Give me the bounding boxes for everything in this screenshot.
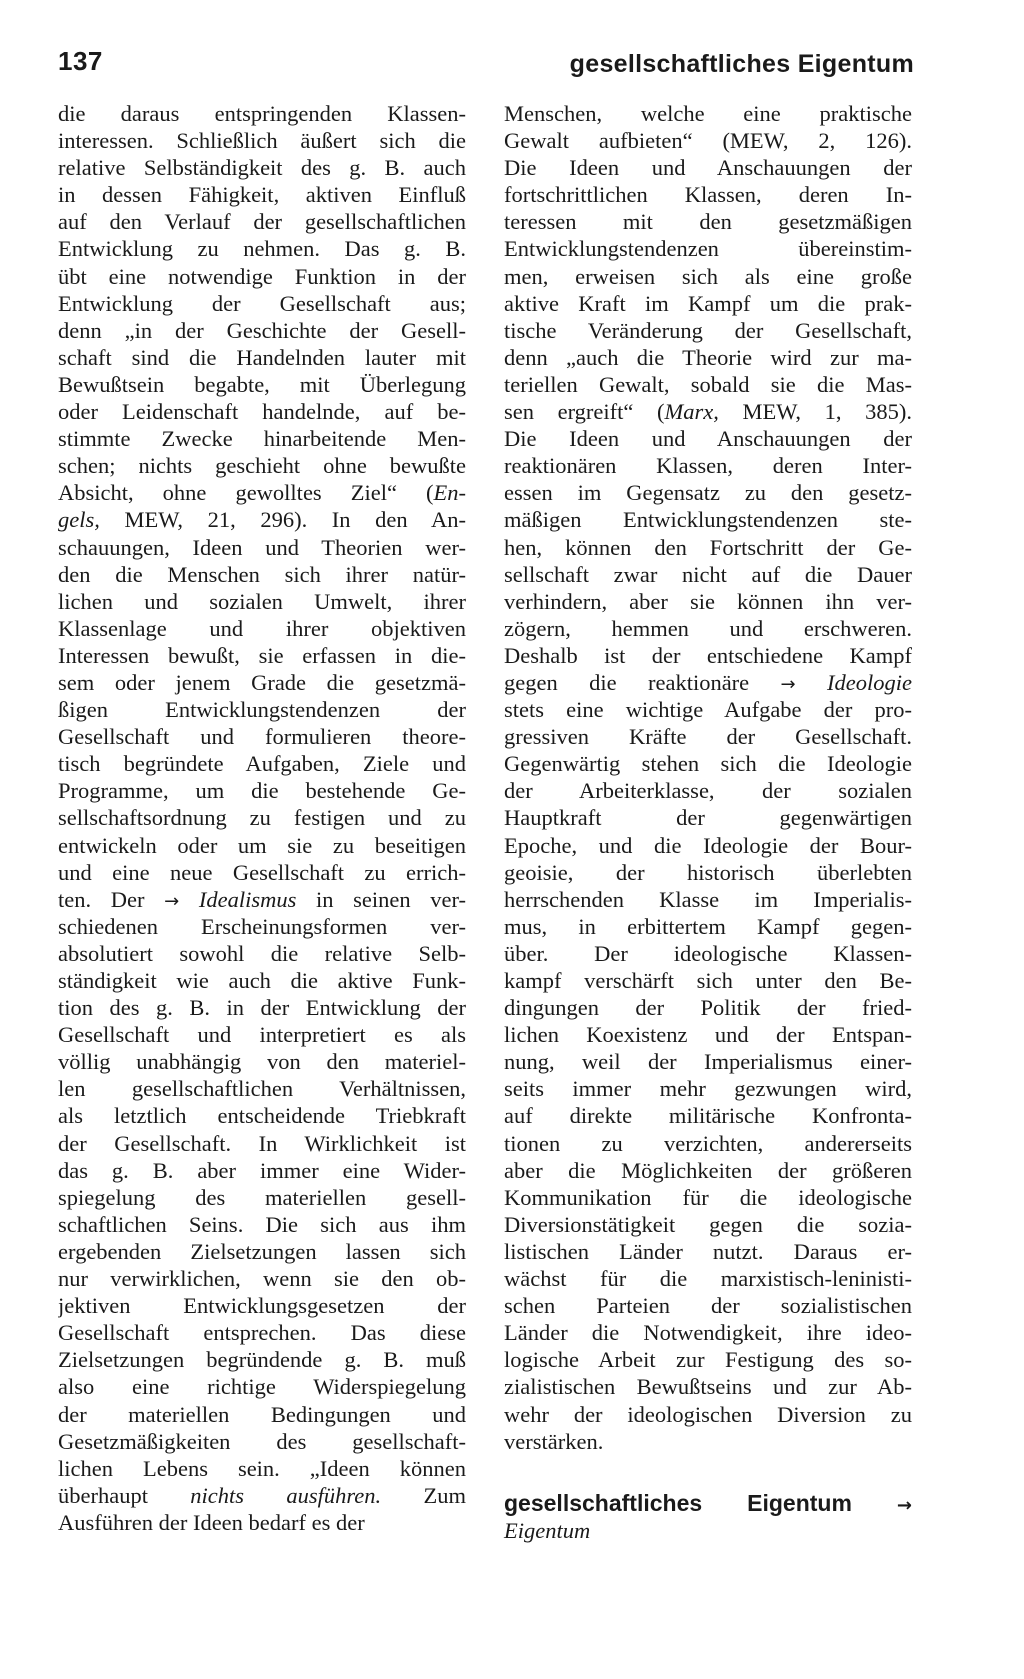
text-segment: Diversionstätigkeit gegen die sozia- bbox=[504, 1211, 912, 1237]
italic-text: nichts ausführen. bbox=[190, 1482, 382, 1508]
text-line bbox=[504, 832, 912, 859]
text-segment: den die Menschen sich ihrer natür- bbox=[58, 561, 466, 587]
text-line bbox=[58, 994, 466, 1021]
text-segment: geoisie, der historisch überlebten bbox=[504, 859, 912, 885]
text-line bbox=[58, 723, 466, 750]
text-segment: interessen. Schließlich äußert sich die bbox=[58, 128, 466, 154]
italic-text: Idealismus bbox=[198, 886, 297, 912]
text-line bbox=[58, 832, 466, 859]
text-line bbox=[58, 1373, 466, 1400]
text-segment: Entwicklungstendenzen übereinstim- bbox=[504, 236, 912, 262]
text-segment: auf direkte militärische Konfronta- bbox=[504, 1103, 912, 1129]
text-line bbox=[58, 913, 466, 940]
text-line bbox=[504, 1238, 912, 1265]
text-segment: tion des g. B. in der Entwicklung der bbox=[58, 995, 466, 1021]
text-segment: lichen Lebens sein. „Ideen können bbox=[58, 1455, 466, 1481]
text-segment: Klassenlage und ihrer objektiven bbox=[58, 615, 466, 641]
text-line bbox=[504, 1157, 912, 1184]
text-line bbox=[58, 696, 466, 723]
text-line bbox=[58, 1319, 466, 1346]
text-line bbox=[58, 1346, 466, 1373]
text-line bbox=[504, 1021, 912, 1048]
text-segment: Entwicklung zu nehmen. Das g. B. bbox=[58, 236, 466, 262]
text-line bbox=[504, 181, 912, 208]
entry-cross-reference[interactable]: Eigentum bbox=[504, 1518, 591, 1543]
text-segment: tische Veränderung der Gesellschaft, bbox=[504, 317, 912, 343]
left-column bbox=[58, 100, 466, 1536]
text-segment: logische Arbeit zur Festigung des so- bbox=[504, 1347, 912, 1373]
italic-text: En- bbox=[433, 480, 466, 506]
text-segment: überhaupt bbox=[58, 1482, 191, 1508]
text-line bbox=[504, 1428, 912, 1455]
text-line bbox=[58, 154, 466, 181]
text-line bbox=[58, 1482, 466, 1509]
text-segment: Länder die Notwendigkeit, ihre ideo- bbox=[504, 1320, 912, 1346]
text-line bbox=[504, 669, 912, 696]
text-line bbox=[504, 696, 912, 723]
text-line bbox=[504, 263, 912, 290]
text-line bbox=[58, 479, 466, 506]
text-segment: listischen Länder nutzt. Daraus er- bbox=[504, 1238, 912, 1264]
text-segment: schaft sind die Handelnden lauter mit bbox=[58, 344, 466, 370]
text-line bbox=[504, 750, 912, 777]
text-segment: mus, in erbittertem Kampf gegen- bbox=[504, 913, 912, 939]
text-segment: denn „auch die Theorie wird zur ma- bbox=[504, 344, 912, 370]
text-segment: Die Ideen und Anschauungen der bbox=[504, 426, 912, 452]
text-line bbox=[58, 561, 466, 588]
text-segment: ständigkeit wie auch die aktive Funk- bbox=[58, 968, 466, 993]
text-line bbox=[58, 452, 466, 479]
text-line bbox=[58, 1238, 466, 1265]
text-segment: der Arbeiterklasse, der sozialen bbox=[504, 778, 912, 804]
text-line bbox=[504, 994, 912, 1021]
text-segment: in seinen ver- bbox=[296, 886, 466, 912]
text-segment: nung, weil der Imperialismus einer- bbox=[504, 1049, 912, 1075]
text-segment: kampf verschärft sich unter den Be- bbox=[504, 968, 912, 993]
text-line bbox=[58, 615, 466, 642]
text-line bbox=[504, 425, 912, 452]
page-header bbox=[58, 46, 914, 86]
text-segment: Programme, um die bestehende Ge- bbox=[58, 778, 466, 804]
text-segment: spiegelung des materiellen gesell- bbox=[58, 1184, 466, 1210]
text-segment: herrschenden Klasse im Imperialis- bbox=[504, 886, 912, 912]
text-segment: in dessen Fähigkeit, aktiven Einfluß bbox=[58, 182, 466, 208]
italic-text: Ideologie bbox=[827, 669, 912, 695]
text-segment: verhindern, aber sie können ihn ver- bbox=[504, 588, 912, 614]
text-segment: Gesetzmäßigkeiten des gesellschaft- bbox=[58, 1428, 466, 1454]
text-segment: Gesellschaft und interpretiert es als bbox=[58, 1022, 466, 1048]
text-segment: Absicht, ohne gewolltes Ziel“ ( bbox=[58, 480, 434, 506]
text-segment: sem oder jenem Grade die gesetzmä- bbox=[58, 669, 466, 695]
text-line bbox=[58, 506, 466, 533]
text-segment: und eine neue Gesellschaft zu errich- bbox=[58, 859, 466, 885]
text-segment: entwickeln oder um sie zu beseitigen bbox=[58, 832, 466, 858]
text-line bbox=[504, 371, 912, 398]
text-segment: nur verwirklichen, wenn sie den ob- bbox=[58, 1266, 466, 1292]
text-line bbox=[504, 317, 912, 344]
text-segment: denn „in der Geschichte der Gesell- bbox=[58, 317, 466, 343]
text-line bbox=[504, 506, 912, 533]
text-segment: als letztlich entscheidende Triebkraft bbox=[58, 1103, 466, 1129]
text-line bbox=[58, 669, 466, 696]
text-segment: der materiellen Bedingungen und bbox=[58, 1401, 466, 1427]
text-line bbox=[504, 1075, 912, 1102]
text-line bbox=[58, 263, 466, 290]
entry-headword-part-1: gesellschaftliches bbox=[504, 1490, 703, 1516]
text-line bbox=[504, 615, 912, 642]
text-line bbox=[504, 290, 912, 317]
text-line bbox=[58, 1401, 466, 1428]
text-line bbox=[58, 777, 466, 804]
text-line bbox=[504, 1373, 912, 1400]
text-line bbox=[504, 913, 912, 940]
text-segment: len gesellschaftlichen Verhältnissen, bbox=[58, 1076, 466, 1102]
text-line bbox=[504, 1184, 912, 1211]
text-segment: MEW, 1, 385). bbox=[718, 399, 912, 425]
text-line bbox=[58, 1428, 466, 1455]
text-segment: der Gesellschaft. In Wirklichkeit ist bbox=[58, 1130, 466, 1156]
text-line bbox=[504, 452, 912, 479]
text-segment: die daraus entspringenden Klassen- bbox=[58, 101, 466, 126]
text-segment: seits immer mehr gezwungen wird, bbox=[504, 1076, 912, 1102]
text-segment: gressiven Kräfte der Gesellschaft. bbox=[504, 724, 912, 750]
text-segment: Gesellschaft entsprechen. Das diese bbox=[58, 1320, 466, 1346]
text-line bbox=[58, 398, 466, 425]
text-segment: wehr der ideologischen Diversion zu bbox=[504, 1401, 912, 1427]
text-segment: Zum bbox=[381, 1482, 466, 1508]
text-line bbox=[58, 1021, 466, 1048]
text-segment: lichen Koexistenz und der Entspan- bbox=[504, 1022, 912, 1048]
text-segment: sellschaftsordnung zu festigen und zu bbox=[58, 805, 466, 831]
text-segment: verstärken. bbox=[504, 1428, 604, 1454]
text-segment: sen ergreift“ ( bbox=[504, 399, 665, 425]
text-segment: also eine richtige Widerspiegelung bbox=[58, 1374, 466, 1400]
text-line bbox=[504, 723, 912, 750]
text-segment: das g. B. aber immer eine Wider- bbox=[58, 1157, 466, 1183]
text-line bbox=[504, 561, 912, 588]
text-segment: zialistischen Bewußtseins und zur Ab- bbox=[504, 1374, 912, 1400]
text-segment: Bewußtsein begabte, mit Überlegung bbox=[58, 371, 466, 397]
text-line bbox=[504, 479, 912, 506]
text-segment: stimmte Zwecke hinarbeitende Men- bbox=[58, 426, 466, 452]
text-segment: gegen die reaktionäre bbox=[504, 669, 781, 695]
text-line bbox=[58, 1455, 466, 1482]
running-head: gesellschaftliches Eigentum bbox=[569, 50, 914, 78]
text-segment: absolutiert sowohl die relative Selb- bbox=[58, 940, 466, 966]
arrow-right-icon: → bbox=[164, 890, 180, 912]
text-line bbox=[58, 1509, 466, 1536]
text-line bbox=[58, 1265, 466, 1292]
text-line bbox=[504, 398, 912, 425]
text-segment: MEW, 21, 296). In den An- bbox=[99, 507, 466, 533]
text-line bbox=[504, 534, 912, 561]
text-segment bbox=[179, 887, 199, 912]
text-line bbox=[504, 642, 912, 669]
text-segment: tionen zu verzichten, andererseits bbox=[504, 1130, 912, 1156]
text-segment: Entwicklung der Gesellschaft aus; bbox=[58, 290, 466, 316]
text-line bbox=[58, 967, 466, 994]
text-segment: lichen und sozialen Umwelt, ihrer bbox=[58, 588, 466, 614]
text-segment: jektiven Entwicklungsgesetzen der bbox=[58, 1293, 466, 1319]
text-segment: Menschen, welche eine praktische bbox=[504, 101, 912, 126]
text-segment: reaktionären Klassen, deren Inter- bbox=[504, 453, 912, 479]
text-line bbox=[504, 1319, 912, 1346]
text-segment: teressen mit den gesetzmäßigen bbox=[504, 209, 912, 235]
text-line bbox=[504, 100, 912, 127]
text-segment: schiedenen Erscheinungsformen ver- bbox=[58, 913, 466, 939]
text-line bbox=[58, 642, 466, 669]
text-line bbox=[58, 886, 466, 913]
text-segment: dingungen der Politik der fried- bbox=[504, 995, 912, 1021]
text-line bbox=[58, 100, 466, 127]
text-segment: oder Leidenschaft handelnde, auf be- bbox=[58, 399, 466, 425]
text-segment: teriellen Gewalt, sobald sie die Mas- bbox=[504, 371, 912, 397]
text-segment: über. Der ideologische Klassen- bbox=[504, 940, 912, 966]
text-line bbox=[504, 235, 912, 262]
arrow-right-icon: → bbox=[896, 1495, 912, 1516]
text-segment: Hauptkraft der gegenwärtigen bbox=[504, 805, 912, 831]
text-segment: ten. Der bbox=[58, 886, 165, 912]
text-segment: schauungen, Ideen und Theorien wer- bbox=[58, 534, 466, 560]
text-segment: tisch begründete Aufgaben, Ziele und bbox=[58, 751, 466, 777]
text-segment: wächst für die marxistisch-leninisti- bbox=[504, 1266, 912, 1292]
text-line bbox=[58, 804, 466, 831]
text-line bbox=[58, 208, 466, 235]
text-line bbox=[58, 127, 466, 154]
text-line bbox=[504, 344, 912, 371]
text-line bbox=[58, 1130, 466, 1157]
text-line bbox=[504, 967, 912, 994]
text-segment: Gewalt aufbieten“ (MEW, 2, 126). bbox=[504, 128, 912, 154]
text-line bbox=[58, 534, 466, 561]
text-segment: ergebenden Zielsetzungen lassen sich bbox=[58, 1238, 466, 1264]
text-line bbox=[504, 154, 912, 181]
text-segment: mäßigen Entwicklungstendenzen ste- bbox=[504, 507, 912, 533]
text-segment: aber die Möglichkeiten der größeren bbox=[504, 1157, 912, 1183]
text-segment: relative Selbständigkeit des g. B. auch bbox=[58, 155, 466, 181]
text-segment: Die Ideen und Anschauungen der bbox=[504, 155, 912, 181]
text-line bbox=[58, 317, 466, 344]
text-segment: stets eine wichtige Aufgabe der pro- bbox=[504, 697, 912, 723]
text-segment: zögern, hemmen und erschweren. bbox=[504, 615, 912, 641]
text-line bbox=[504, 1211, 912, 1238]
italic-text: Marx, bbox=[664, 399, 719, 425]
text-segment: Gegenwärtig stehen sich die Ideologie bbox=[504, 751, 912, 777]
text-line bbox=[504, 1102, 912, 1129]
text-line bbox=[504, 1048, 912, 1075]
text-segment: sellschaft zwar nicht auf die Dauer bbox=[504, 561, 912, 587]
text-line bbox=[504, 940, 912, 967]
text-segment: übt eine notwendige Funktion in der bbox=[58, 263, 466, 289]
text-segment: völlig unabhängig von den materiel- bbox=[58, 1049, 466, 1075]
text-line bbox=[504, 886, 912, 913]
text-segment: men, erweisen sich als eine große bbox=[504, 263, 912, 289]
text-line bbox=[58, 290, 466, 317]
text-segment: Epoche, und die Ideologie der Bour- bbox=[504, 832, 912, 858]
text-line bbox=[504, 859, 912, 886]
text-line bbox=[58, 1048, 466, 1075]
italic-text: gels, bbox=[58, 507, 100, 533]
text-segment: Kommunikation für die ideologische bbox=[504, 1184, 912, 1210]
entry-headword-part-2: Eigentum bbox=[747, 1490, 852, 1516]
text-line bbox=[58, 1102, 466, 1129]
text-line bbox=[58, 1292, 466, 1319]
text-line bbox=[58, 750, 466, 777]
text-segment: schen; nichts geschieht ohne bewußte bbox=[58, 453, 466, 479]
text-line bbox=[504, 1292, 912, 1319]
text-line bbox=[504, 208, 912, 235]
text-segment: Zielsetzungen begründende g. B. muß bbox=[58, 1347, 466, 1373]
text-segment: auf den Verlauf der gesellschaftlichen bbox=[58, 209, 466, 235]
text-line bbox=[58, 940, 466, 967]
text-segment: Interessen bewußt, sie erfassen in die- bbox=[58, 642, 466, 668]
dictionary-entry bbox=[504, 1488, 912, 1544]
text-line bbox=[58, 181, 466, 208]
text-line bbox=[504, 1346, 912, 1373]
right-column bbox=[504, 100, 912, 1455]
text-line bbox=[58, 1184, 466, 1211]
text-segment: Ausführen der Ideen bedarf es der bbox=[58, 1509, 365, 1535]
text-line bbox=[58, 859, 466, 886]
text-segment bbox=[796, 670, 827, 695]
text-line bbox=[58, 344, 466, 371]
text-line bbox=[58, 1211, 466, 1238]
text-line bbox=[504, 1401, 912, 1428]
text-segment: Gesellschaft und formulieren theore- bbox=[58, 724, 466, 750]
text-line bbox=[504, 127, 912, 154]
page-number: 137 bbox=[58, 46, 103, 76]
text-line bbox=[504, 804, 912, 831]
text-line bbox=[58, 235, 466, 262]
text-segment: hen, können den Fortschritt der Ge- bbox=[504, 534, 912, 560]
text-line bbox=[58, 425, 466, 452]
text-segment: schaftlichen Seins. Die sich aus ihm bbox=[58, 1211, 466, 1237]
text-line bbox=[504, 1265, 912, 1292]
text-segment: essen im Gegensatz zu den gesetz- bbox=[504, 480, 912, 506]
text-line bbox=[58, 1075, 466, 1102]
entry-headword bbox=[504, 1488, 912, 1518]
text-segment: ßigen Entwicklungstendenzen der bbox=[58, 697, 466, 723]
text-line bbox=[58, 371, 466, 398]
text-segment: schen Parteien der sozialistischen bbox=[504, 1293, 912, 1319]
arrow-right-icon: → bbox=[780, 673, 796, 695]
text-line bbox=[504, 1130, 912, 1157]
text-line bbox=[504, 777, 912, 804]
text-line bbox=[58, 1157, 466, 1184]
text-line bbox=[58, 588, 466, 615]
text-line bbox=[504, 588, 912, 615]
text-segment: Deshalb ist der entschiedene Kampf bbox=[504, 642, 912, 668]
text-segment: aktive Kraft im Kampf um die prak- bbox=[504, 290, 912, 316]
text-segment: fortschrittlichen Klassen, deren In- bbox=[504, 182, 912, 208]
